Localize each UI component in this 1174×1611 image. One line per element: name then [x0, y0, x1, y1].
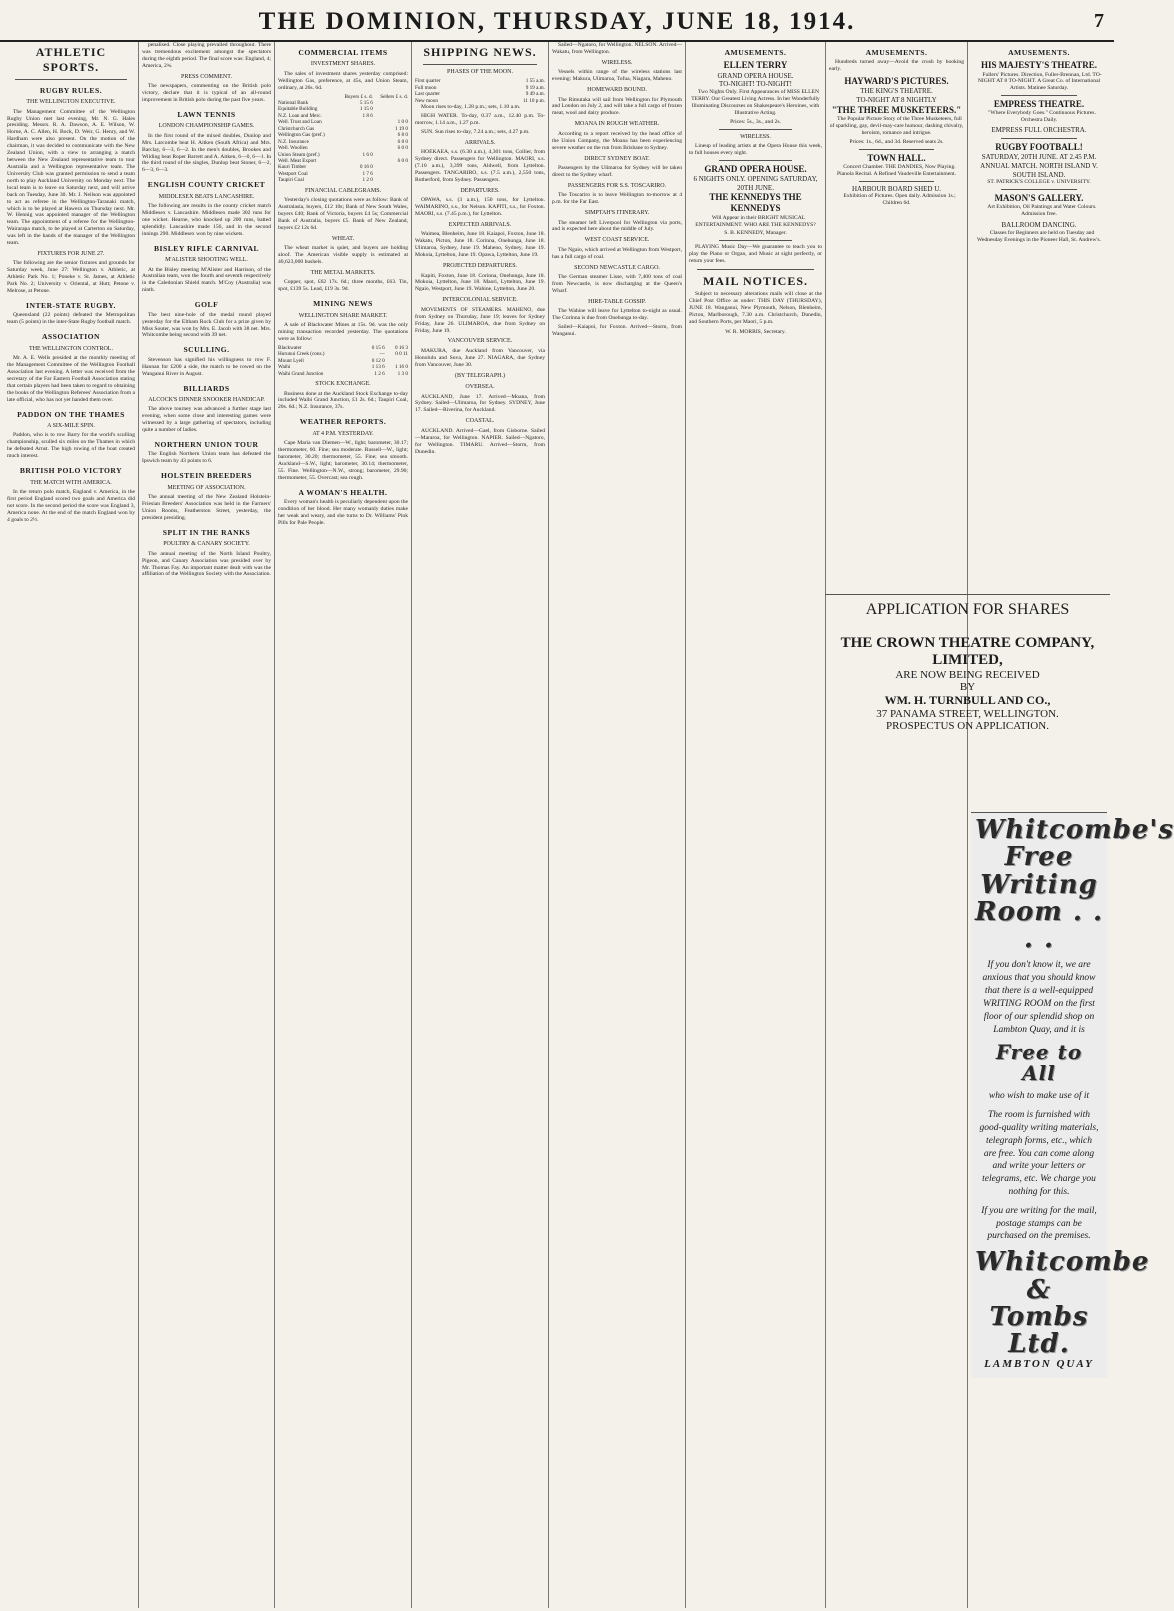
ad-match-2: ST. PATRICK'S COLLEGE v. UNIVERSITY.	[987, 179, 1091, 186]
column-amusements-1	[685, 42, 825, 1608]
section-heading: MAIL NOTICES.	[702, 274, 809, 289]
article-subtitle: WIRELESS.	[740, 133, 771, 140]
article-subtitle: INVESTMENT SHARES.	[310, 61, 376, 68]
row-value: 1 3 0	[397, 370, 408, 377]
ad-title: GRAND OPERA HOUSE.	[704, 163, 807, 174]
article-subtitle: ARRIVALS.	[464, 139, 496, 146]
ad-title: HARBOUR BOARD SHED U.	[851, 184, 942, 193]
row-label: Taupiri Coal	[278, 177, 304, 184]
columns	[4, 42, 1174, 1608]
section-heading: COMMERCIAL ITEMS	[298, 48, 388, 57]
row-value	[373, 177, 408, 183]
article-subtitle: DEPARTURES.	[460, 187, 500, 194]
article-subtitle: COASTAL.	[465, 418, 495, 425]
article-title: BILLIARDS	[183, 383, 230, 393]
article-body: The annual meeting of the New Zealand Holstein-Friesian Breeders' Association was held in the Farmers' Union Rooms, Featherston Street, yesterday, the president presiding.	[142, 494, 271, 521]
article-body: The Management Committee of the Wellington Rugby Union met last evening, Mr. N. G. Hales presiding. Messrs. R. A. Dawson, A. E. Wilson, W. Horne, A. C. Allen, H. Bock, D. Weir, G. Henry, and W. Hardham were also present. On the motion of the chairman, it was decided to communicate with the New Zealand Union, with a view to arranging a match between the New Zealand representative team to tour Australia and a Wellington representative team. The University Club was granted permission to send a team north to play Auckland University on Monday next. The local team is to leave on Saturday next, and will arrive back on Tuesday, June 30. Mr. J. Neilson was appointed to act as referee in the Wellington-Taranaki match, which is to be played at Hawera on Thursday next. Mr. W. Hennig was appointed manager of the Wellington team. The appointment of a referee for the Wellington-Wairarapa match, to be played at Carterton on Saturday, was left in the hands of the manager of the Wellington team.	[7, 108, 135, 247]
article-subtitle: DIRECT SYDNEY BOAT.	[584, 155, 650, 162]
article-title: WEATHER REPORTS.	[299, 417, 387, 427]
column-shipping	[411, 42, 548, 1608]
column-amusements-2	[825, 42, 967, 1608]
article-body: The newspapers, commenting on the British polo victory, declare that it is typical of an all-round improvement in British polo during the past five years.	[142, 83, 271, 103]
ad-title: ELLEN TERRY	[723, 60, 788, 71]
row-label: Waihi	[278, 364, 291, 371]
row-label: Full moon	[415, 84, 437, 91]
row-value: 6 8 0	[397, 132, 408, 139]
row-value: 1 7 6	[362, 170, 373, 177]
article-subtitle: THE MATCH WITH AMERICA.	[30, 479, 112, 486]
signoff: W. R. MORRIS, Secretary.	[725, 328, 786, 335]
advert-received: ARE NOW BEING RECEIVED	[895, 669, 1040, 681]
article-title: BRITISH POLO VICTORY	[19, 466, 123, 476]
article-body: Lineup of leading artists at the Opera House this week, to full houses every night.	[689, 142, 822, 156]
article-body: MAKURA, due Auckland from Vancouver, via Honolulu and Suva, June 27. NIAGARA, due Sydney from Vancouver, June 30.	[415, 347, 545, 368]
row-value: 6 8 0	[397, 138, 408, 145]
ad-time: TO-NIGHT AT 8 NIGHTLY	[856, 96, 937, 105]
row-label: Mount Lyell	[278, 357, 304, 364]
article-body: Vessels within range of the wireless stations last evening: Makura, Ulimaroa, Tofua, Niagara, Maheno.	[552, 69, 682, 83]
article-body: In the first round of the mixed doubles, Dunlop and Mrs. Larcombe beat H. Aitken (South Africa) and Mrs. Barclay, 6—3, 6—2. In the men's doubles, Brookes and Wilding beat Roper Barrett and A. Aitken, 6—0, 6—1. In the third round of the singles, Dunlop beat Stoner, 6—2, 6—3, 6—3.	[142, 132, 271, 174]
article-title: NORTHERN UNION TOUR	[154, 440, 259, 450]
advert-free: Free to All	[995, 1040, 1083, 1086]
article-subtitle: AT 4 P.M. YESTERDAY.	[312, 430, 374, 437]
crown-theatre-advert	[825, 594, 1110, 815]
ad-venue: GRAND OPERA HOUSE.	[717, 71, 794, 80]
row-value: Sellers £ s. d.	[380, 93, 408, 100]
ad-body: "Where Everybody Goes." Continuous Pictures. Orchestra Daily.	[988, 110, 1096, 124]
ad-harbour-shed	[829, 185, 964, 208]
article-body: penalised. Close playing prevailed throughout. There was tremendous excitement amongst the spectators during the eighth period. The final score was: England, 4; America, 2¾.	[142, 42, 271, 69]
article-body: MOVEMENTS OF STEAMERS. MAHENO, due from Sydney on Thursday, June 19; leaves for Sydney Friday, June 26. ULIMAROA, due from Sydney on Friday, June 19.	[415, 306, 545, 334]
ad-body: Art Exhibition, Oil Paintings and Water Colours. Admission free.	[987, 204, 1097, 218]
ad-price: Prices: 1s., 6d., and 3d. Reserved seats 2s.	[849, 138, 944, 145]
advert-firm: Tombs Ltd.	[989, 1301, 1089, 1360]
article-title: RUGBY RULES.	[39, 85, 103, 95]
divider	[423, 64, 537, 65]
ad-manager: S. B. KENNEDY, Manager.	[724, 230, 787, 237]
article-body: Passengers by the Ulimaroa for Sydney will be taken direct to the Sydney wharf.	[552, 164, 682, 178]
row-value: 0 0 11	[395, 351, 408, 358]
article-body: SUN. Sun rises to-day, 7.24 a.m.; sets, 4.27 p.m.	[421, 128, 530, 135]
row-label: N.Z. Insurance	[278, 138, 309, 145]
article-body: Sailed—Kaiapoi, for Foxton. Arrived—Storm, from Wanganui.	[552, 324, 682, 338]
article-subtitle: PRESS COMMENT.	[181, 73, 232, 80]
article-body: The above tourney was advanced a further stage last evening, when some close and interesting games were witnessed by a large gathering of spectators, including quite a number of ladies.	[142, 406, 271, 434]
article-subtitle: THE METAL MARKETS.	[310, 269, 376, 276]
advert-by: BY	[959, 681, 976, 693]
advert-firm: Whitcombe &	[975, 1247, 1150, 1305]
article-title: LAWN TENNIS	[177, 109, 236, 119]
article-subtitle: SIMPTAH'S ITINERARY.	[584, 210, 650, 217]
row-value: 1 2 6	[374, 370, 385, 377]
article-subtitle: WEST COAST SERVICE.	[584, 237, 650, 244]
article-subtitle: PHASES OF THE MOON.	[447, 68, 513, 75]
ad-price: Prices: 5s., 3s., and 2s.	[730, 118, 781, 125]
article-body: The annual meeting of the North Island Poultry, Pigeon, and Canary Association was presided over by Mr. Thomas Fay. An important matter dealt with was the affiliation of the Wellington Society with the Association.	[142, 550, 271, 578]
row-value: 0 16 0	[359, 164, 373, 171]
divider	[1001, 138, 1077, 139]
article-subtitle: EXPECTED ARRIVALS.	[448, 222, 512, 228]
ad-venue: THE KING'S THEATRE.	[860, 87, 933, 96]
advert-kicker: APPLICATION FOR SHARES	[865, 601, 1070, 618]
paper-title: THE DOMINION, THURSDAY, JUNE 18, 1914.	[258, 8, 856, 35]
ad-town-hall	[829, 153, 964, 178]
column-shipping-continued	[548, 42, 685, 1608]
row-label: New moon	[415, 97, 438, 104]
ad-dates: 6 NIGHTS ONLY. OPENING SATURDAY, 20TH JUNE.	[693, 174, 818, 192]
article-subtitle: VANCOUVER SERVICE.	[447, 338, 513, 345]
row-value: 1 2 0	[362, 177, 373, 184]
row-label: Westport Coal	[278, 170, 308, 177]
share-row	[278, 177, 408, 183]
advert-heading: Room . . . .	[975, 896, 1104, 955]
article-body: OPAWA, s.s. (3 a.m.), 150 tons, for Lyttelton. WAIMARINO, s.s., for Nelson. KAPITI, s.s., for Foxton. MAORI, s.s. (7.45 p.m.), for Lyttelton.	[415, 197, 545, 218]
row-label: National Bank	[278, 100, 309, 107]
divider	[1001, 189, 1077, 190]
row-value: 1 16 0	[395, 364, 408, 371]
row-label: N.Z. Loan and Merc.	[278, 112, 322, 119]
ad-masons-gallery	[971, 193, 1107, 218]
row-value: 0 12 0	[371, 357, 385, 364]
divider	[1001, 95, 1077, 96]
section-heading: AMUSEMENTS.	[724, 48, 787, 57]
page-number: 7	[1094, 10, 1104, 32]
article-title: BISLEY RIFLE CARNIVAL	[153, 243, 260, 253]
article-subtitle: HIRE-TABLE GOSSIP.	[588, 298, 646, 305]
ad-body: Fullers' Pictures. Direction, Fuller-Brennan, Ltd. TO-NIGHT AT 8 TO-NIGHT. A Great Co. of International Artists. Matinee Saturday.	[977, 71, 1102, 92]
article-subtitle: MEETING OF ASSOCIATION.	[167, 484, 246, 491]
row-label: Well. Woollen	[278, 145, 308, 152]
ad-body: PLAYING Music Day—We guarantee to teach you to play the Piano or Organ, and Music at sight perfectly, or return your fees.	[689, 244, 822, 265]
article-body: HOEKAEA, s.s. (6.30 a.m.), 4,301 tons, Collier, from Sydney direct. Passengers for Wellington. MAORI, s.s. (7.10 a.m.), 3,399 tons, Aldwell, from Lyttelton. Passengers. TANGARIRO, s.s. (7.5 a.m.), 2,550 tons, Rutherford, from Sydney. Passengers.	[415, 149, 545, 183]
article-body: Copper, spot, £62 17s. 6d.; three months, £63. Tin, spot, £139 5s. Lead, £19 3s. 9d.	[278, 279, 408, 293]
article-title: PADDON ON THE THAMES	[17, 409, 125, 419]
divider	[719, 160, 792, 161]
ad-match: ANNUAL MATCH. NORTH ISLAND V. SOUTH ISLAND.	[980, 161, 1098, 179]
article-subtitle: WELLINGTON SHARE MARKET.	[298, 312, 388, 319]
ad-empress	[971, 99, 1107, 135]
masthead	[0, 0, 1114, 42]
article-title: ASSOCIATION	[41, 332, 101, 342]
advert-address: 37 PANAMA STREET, WELLINGTON.	[876, 708, 1059, 720]
mining-table	[278, 345, 408, 377]
row-value: 1 0 0	[397, 119, 408, 126]
article-body: Sailed—Ngatoro, for Wellington. NELSON. Arrived—Wakatu, from Wellington.	[552, 42, 682, 55]
ad-artists: THE KENNEDYS THE KENNEDYS	[709, 192, 802, 214]
advert-heading: Whitcombe's	[975, 815, 1174, 845]
advert-company: THE CROWN THEATRE COMPANY, LIMITED,	[840, 635, 1095, 668]
advert-prospectus: PROSPECTUS ON APPLICATION.	[886, 720, 1049, 732]
advert-body: The room is furnished with good-quality writing materials, telegraph forms, etc., which are free. You can come along and write your letters or telegrams, etc. We charge you nothing for this.	[979, 1110, 1099, 1198]
row-value: 0 15 6	[371, 344, 385, 351]
row-label: First quarter	[415, 78, 441, 85]
article-subtitle: THE WELLINGTON EXECUTIVE.	[26, 99, 116, 106]
section-heading: ATHLETIC SPORTS.	[35, 45, 107, 74]
section-heading: SHIPPING NEWS.	[423, 45, 537, 59]
row-value: 6 0 0	[397, 157, 408, 164]
article-body: The Ngaio, which arrived at Wellington from Westport, has a full cargo of coal.	[552, 246, 682, 260]
ad-body: Classes for Beginners are held on Tuesday and Wednesday Evenings in the Pioneer Hall, St. Andrew's.	[977, 229, 1101, 243]
article-subtitle: FINANCIAL CABLEGRAMS.	[304, 187, 382, 194]
moon-table	[415, 78, 545, 104]
row-label: Kauri Timber	[278, 164, 307, 171]
article-body: Every woman's health is peculiarly dependent upon the condition of her blood. Her many womanly duties make her weak and weary, and she turns to Dr. Williams' Pink Pills for Pale People.	[278, 499, 408, 526]
ad-title: EMPRESS THEATRE.	[993, 99, 1085, 110]
column-amusements-3	[967, 42, 1174, 1608]
ad-his-majestys	[971, 60, 1107, 92]
row-value: 0 16 3	[395, 344, 408, 351]
row-label: Well. Meat Export	[278, 157, 317, 164]
whitcombe-advert	[971, 812, 1174, 1378]
ad-time: TO-NIGHT! TO-NIGHT!	[719, 80, 792, 89]
divider	[859, 181, 934, 182]
ad-feature: "THE THREE MUSKETEERS."	[831, 104, 962, 115]
article-subtitle: PASSENGERS FOR S.S. TOSCARIRO.	[567, 182, 667, 189]
article-body: Business done at the Auckland Stock Exchange to-day included Waihi Grand Junction, £1 2s. 6d.; Taupiri Coal, 20s. 6d.; N.Z. Insurance, 37s.	[278, 390, 408, 411]
article-body: The wheat market is quiet, and buyers are holding aloof. The American visible supply is estimated at 40,623,000 bushels.	[278, 245, 408, 266]
article-body: The following are results in the county cricket match Middlesex v. Lancashire. Middlesex made 302 runs for one wicket. Hearne, who knocked up 200 runs, batted splendidly. Lancashire made 156, and in the second innings 290. Middlesex won by nine wickets.	[142, 203, 271, 237]
article-title: ENGLISH COUNTY CRICKET	[147, 180, 266, 190]
ad-body: Hundreds turned away—Avoid the crush by booking early.	[829, 59, 964, 73]
ad-body: Exhibition of Pictures. Open daily. Admission 1s.; Children 6d.	[843, 193, 956, 207]
article-body: The Toscariro is to leave Wellington to-morrow at 4 p.m. for the Far East.	[552, 192, 682, 206]
article-subtitle: FIXTURES FOR JUNE 27.	[37, 251, 105, 258]
row-label: Blackwater	[278, 344, 302, 351]
ad-title: HAYWARD'S PICTURES.	[844, 76, 949, 87]
column-commercial	[274, 42, 411, 1608]
advert-agent: WM. H. TURNBULL AND CO.,	[884, 693, 1051, 707]
article-body: Stevenson has signified his willingness to row F. Hannan for £200 a side, the match to be rowed on the Wanganui River in August.	[142, 356, 271, 377]
ad-ellen-terry	[689, 60, 822, 125]
article-title: SCULLING.	[183, 345, 230, 355]
article-title: HOLSTEIN BREEDERS	[160, 471, 252, 481]
article-body: The Rimutaka will sail from Wellington for Plymouth and London on July 2, and will take a full cargo of frozen meat, wool and dairy produce.	[552, 96, 682, 117]
article-body: The English Northern Union team has defeated the Ipswich team by 43 points to 6.	[142, 451, 271, 465]
article-body: Paddon, who is to row Barry for the world's sculling championship, sculled six miles on the Thames in which he defeated Arnst. The high rowing of the boat created much interest.	[7, 432, 135, 460]
section-heading: AMUSEMENTS.	[865, 48, 928, 57]
divider	[719, 129, 792, 130]
advert-body: who wish to make use of it	[988, 1091, 1090, 1102]
row-value: 1 55 a.m.	[525, 78, 545, 85]
article-body: HIGH WATER. To-day, 0.37 a.m., 12.40 p.m. To-morrow, 1.14 a.m., 1.27 p.m.	[415, 112, 545, 126]
article-body: The sales of investment shares yesterday comprised: Wellington Gas, preference, at 45s, and Union Steam, ordinary, at 26s. 6d.	[278, 70, 408, 91]
row-label: Wellington Gas (pref.)	[278, 132, 325, 139]
article-subtitle: PROJECTED DEPARTURES.	[442, 263, 518, 270]
ad-title: RUGBY FOOTBALL!	[995, 142, 1083, 152]
ad-rugby	[971, 142, 1107, 186]
article-body: In the return polo match, England v. America, in the first period England scored two goals and America did not score. In the second period the score was England 3, America none. At the end of the match England won by 4 goals to 2½.	[7, 489, 135, 523]
divider	[719, 240, 792, 241]
article-body: The German steamer Lisse, with 7,400 tons of coal from Newcastle, is now discharging at the Queen's Wharf.	[552, 274, 682, 294]
row-value: 1 8 6	[362, 112, 373, 119]
article-subtitle: STOCK EXCHANGE.	[315, 381, 371, 388]
article-subtitle: SECOND NEWCASTLE CARGO.	[574, 264, 660, 271]
article-body: Cape Maria van Diemen—W., light; barometer, 30.17; thermometer, 60. Fine; sea moderate. Russell—W., light; barometer, 30.20; thermometer, 55. Fine; sea smooth. Auckland—S.W., light; barometer, 30.14; thermometer, 55. Fine. Wellington—N.W., strong; barometer, 29.90; thermometer, 55. Overcast; sea rough.	[278, 440, 408, 481]
article-subtitle: MIDDLESEX BEATS LANCASHIRE.	[158, 193, 255, 200]
advert-heading: Free Writing	[980, 842, 1098, 900]
ad-body: Concert Chamber. THE DANDIES, Now Playing. Pianola Recital. A Refined Vaudeville Entertainment.	[836, 163, 957, 177]
article-body: At the Bisley meeting M'Alister and Harrison, of the Australian team, won the fourth and seventh respectively in the Caledonian Shield match. M'Coy (Australia) was ninth.	[142, 266, 271, 294]
advert-body: If you are writing for the mail, postage stamps can be purchased on the premises.	[981, 1205, 1097, 1242]
article-body: A sale of Blackwater Mines at 15s. 9d. was the only mining transaction recorded yesterday. The quotations were as follow:	[278, 322, 408, 342]
row-value: Buyers £ s. d.	[344, 93, 373, 100]
row-label: Union Steam (pref.)	[278, 151, 320, 158]
article-subtitle: MOANA IN ROUGH WEATHER.	[574, 121, 660, 128]
ad-dancing	[971, 221, 1107, 244]
article-body: Kapiti, Foxton, June 18. Corinna, Onehunga, June 18. Mokoia, Lyttelton, June 18. Maori, Lyttelton, June 19. Ngaio, Westport, June 19. Wahine, Lyttelton, June 20.	[415, 272, 545, 293]
ad-kennedys	[689, 164, 822, 238]
row-value: 1 13 6	[371, 364, 385, 371]
divider	[859, 149, 934, 150]
article-subtitle: A SIX-MILE SPIN.	[47, 423, 95, 430]
article-body: Subject to necessary alterations mails will close at the Chief Post Office as under: THIS DAY (THURSDAY), JUNE 18. Wanganui, New Plymouth, Nelson, Blenheim, Picton, Marlborough, 7.30 a.m. Christchurch, Dunedin, and Southern Ports, per Maori, 5 p.m.	[689, 291, 822, 325]
article-subtitle: THE WELLINGTON CONTROL.	[29, 345, 113, 352]
ad-orchestra: EMPRESS FULL ORCHESTRA.	[991, 126, 1087, 135]
article-subtitle: POULTRY & CANARY SOCIETY.	[163, 541, 250, 548]
shares-table	[278, 94, 408, 184]
ad-body: The Popular Picture Story of the Three Musketeers, full of sparkling, gay, devil-may-care humour, dashing chivalry, heroism, romance and intrigue.	[829, 115, 964, 136]
row-label: Waihi Grand Junction	[278, 370, 324, 377]
article-body: According to a report received by the head office of the Union Company, the Moana has been experiencing severe weather on the run from Brisbane to Sydney.	[552, 130, 682, 151]
row-value: 9 19 a.m.	[525, 84, 545, 91]
article-title: GOLF	[194, 300, 219, 310]
column-sports-continued	[138, 42, 274, 1608]
article-title: INTER-STATE RUGBY.	[26, 301, 116, 311]
whitcombe-ad-area	[971, 812, 1174, 1378]
article-body: Yesterday's closing quotations were as follow: Bank of Australasia, buyers, £12 10s; Bank of New South Wales, buyers £40; Bank of Victoria, buyers £4 5s; Commercial Bank of Australia, buyers £5. Bank of New Zealand, buyers £2 12s 6d.	[278, 197, 408, 231]
ad-body: Two Nights Only. First Appearances of MISS ELLEN TERRY. Our Greatest Living Actress. In her Wonderfully Illuminating Discourses on Shakespeare's Heroines, with Illustrative Acting.	[691, 88, 820, 116]
row-value: 6 0 0	[397, 145, 408, 152]
row-label: Last quarter	[415, 91, 440, 98]
article-subtitle: M'ALISTER SHOOTING WELL.	[165, 257, 248, 264]
column-athletic-sports	[4, 42, 138, 1608]
ad-title: BALLROOM DANCING.	[1001, 221, 1077, 230]
row-value: 1 15 0	[359, 106, 373, 113]
row-value: 9 49 a.m.	[525, 91, 545, 98]
mine-row	[278, 371, 408, 377]
article-subtitle: WIRELESS.	[601, 59, 633, 66]
article-body: Queensland (22 points) defeated the Metropolitan team (5 points) in the inter-State Rugby football match.	[7, 312, 135, 326]
article-subtitle: LONDON CHAMPIONSHIP GAMES.	[158, 123, 255, 130]
ad-date: SATURDAY, 20TH JUNE. AT 2.45 P.M.	[981, 153, 1097, 162]
article-body: The Wahine will leave for Lyttelton to-night as usual. The Corinna is due from Onehunga to-day.	[552, 308, 682, 322]
article-subtitle: INTERCOLONIAL SERVICE.	[442, 297, 518, 304]
ad-title: TOWN HALL.	[867, 152, 926, 163]
article-body: AUCKLAND, June 17. Arrived—Moana, from Sydney. Sailed—Ulimaroa, for Sydney. SYDNEY, June 17. Sailed—Riverina, for Auckland.	[415, 393, 545, 414]
row-label: Well. Trust and Loan	[278, 119, 322, 126]
row-value: 1 6 0	[362, 151, 373, 158]
article-subtitle: ALCOCK'S DINNER SNOOKER HANDICAP.	[148, 396, 265, 403]
article-subtitle: WHEAT.	[331, 235, 355, 242]
row-label: Equitable Building	[278, 106, 318, 113]
ad-title: MASON'S GALLERY.	[994, 193, 1084, 204]
row-value: 1 19 0	[395, 125, 408, 132]
article-title: MINING NEWS	[313, 299, 373, 309]
article-body: AUCKLAND. Arrived—Gael, from Gisborne. Sailed—Mararoa, for Wellington. NAPIER. Sailed—Ngatoro, for Wellington. TIMARU. Arrived—Storm, from Dunedin.	[415, 427, 545, 455]
article-body: Moon rises to-day, 1.28 p.m.; sets, 1.10 a.m.	[421, 104, 521, 111]
ad-haywards	[829, 76, 964, 145]
row-value: 5 15 6	[359, 100, 373, 107]
advert-street: LAMBTON QUAY	[984, 1358, 1094, 1371]
article-subtitle: (BY TELEGRAPH.)	[455, 372, 505, 379]
row-label: Christchurch Gas	[278, 125, 315, 132]
advert-body: If you don't know it, we are anxious that you should know that there is a well-equipped WRITING ROOM on the first floor of our splendid shop on Lambton Quay, and it is	[982, 960, 1096, 1035]
article-subtitle: OVERSEA.	[465, 384, 495, 391]
ad-body: Will Appear in their BRIGHT MUSICAL ENTERTAINMENT. WHO ARE THE KENNEDYS?	[695, 214, 816, 228]
divider	[697, 269, 814, 270]
row-label: Hurunui Creek (cons.)	[278, 351, 325, 358]
article-body: Mr. A. E. Wells presided at the monthly meeting of the Management Committee of the Wellington Football Association last evening. A letter was received from the secretary of the Far Eastern Football Association stating that certain players had been taken to regard to obtaining the books of the Wellington Referees' Association from a late official, who has not yet handed them over.	[7, 355, 135, 403]
row-value: 11 10 p.m.	[523, 97, 545, 104]
article-body: The steamer left Liverpool for Wellington via ports, and is expected here about the middle of July.	[552, 219, 682, 233]
section-heading: AMUSEMENTS.	[1008, 48, 1070, 57]
article-body: Waimea, Blenheim, June 18. Kaiapoi, Foxton, June 18. Wakatu, Picton, June 18. Corinna, Onehunga, June 18. Ulimaroa, Sydney, June 19. Maheno, Sydney, June 19. Mokoia, Lyttelton, June 19. Opawa, Lyttelton, June 19.	[415, 231, 545, 259]
article-title: SPLIT IN THE RANKS	[162, 527, 251, 537]
article-body: The best nine-hole of the medal round played yesterday for the Eltham Rock Club for a prize given by Miss Souter, was won by Mrs. E. Jacob with 38 net. Mrs. Whitcombe being second with 39 net.	[142, 311, 271, 339]
row-value: —	[379, 351, 385, 358]
article-subtitle: HOMEWARD BOUND.	[587, 87, 647, 94]
article-body: The following are the senior fixtures and grounds for Saturday week, June 27: Wellington v. Athletic, at Athletic Park No. 1; Poneke v. St. James, at Athletic Park No. 2; University v. Oriental, at Hutt; Petone v. Melrose, at Petone.	[7, 260, 135, 295]
ad-title: HIS MAJESTY'S THEATRE.	[981, 60, 1097, 71]
article-title: A WOMAN'S HEALTH.	[298, 487, 388, 497]
divider	[15, 79, 127, 80]
